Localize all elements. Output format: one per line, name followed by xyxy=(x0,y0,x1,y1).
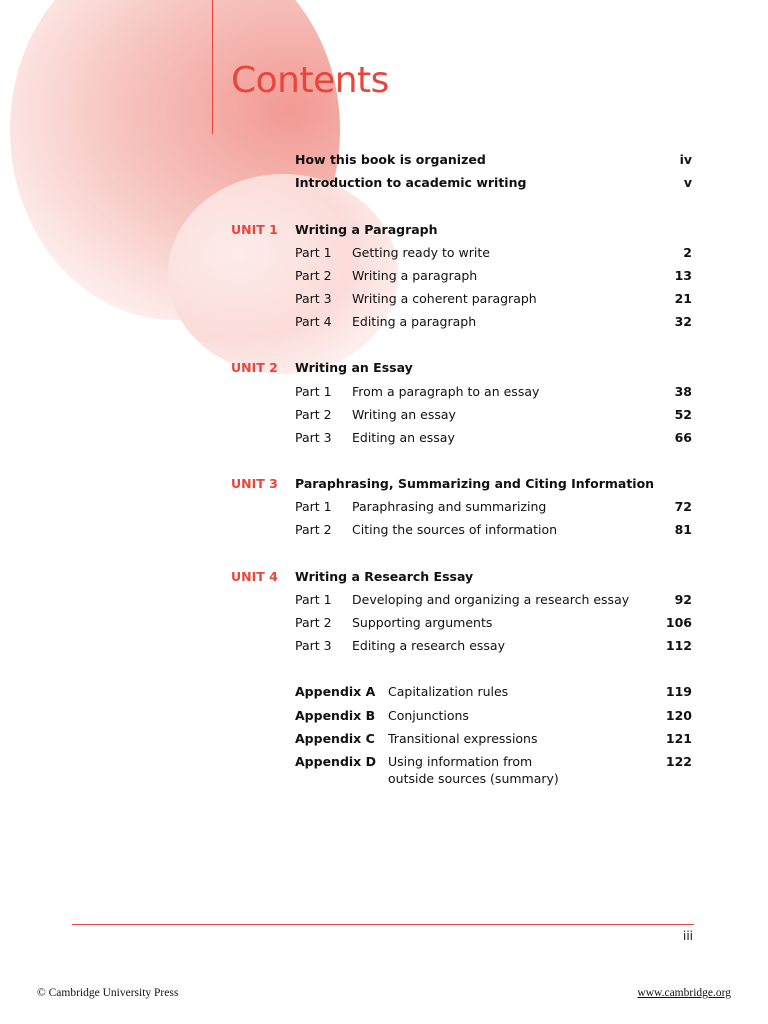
unit-label: UNIT 1 xyxy=(231,222,278,237)
unit-title[interactable]: Writing an Essay xyxy=(295,360,413,375)
part-label: Part 2 xyxy=(295,268,332,283)
appendix-title-continued[interactable]: outside sources (summary) xyxy=(388,771,559,786)
toc-page-number: 52 xyxy=(674,407,692,422)
toc-page-number: iv xyxy=(679,152,692,167)
part-label: Part 1 xyxy=(295,245,332,260)
toc-page-number: 122 xyxy=(665,754,692,769)
appendix-title[interactable]: Using information from xyxy=(388,754,533,769)
part-label: Part 1 xyxy=(295,384,332,399)
part-title[interactable]: Writing a coherent paragraph xyxy=(352,291,537,306)
toc-page-number: 66 xyxy=(674,430,692,445)
unit-label: UNIT 4 xyxy=(231,569,278,584)
part-title[interactable]: Supporting arguments xyxy=(352,615,493,630)
publisher-link[interactable]: www.cambridge.org xyxy=(637,987,731,999)
part-title[interactable]: Getting ready to write xyxy=(352,245,490,260)
toc-page-number: 2 xyxy=(683,245,692,260)
appendix-title[interactable]: Transitional expressions xyxy=(388,731,538,746)
toc-front-item[interactable]: Introduction to academic writing xyxy=(295,175,527,190)
part-label: Part 3 xyxy=(295,430,332,445)
toc-page-number: 120 xyxy=(665,708,692,723)
footer-rule xyxy=(72,924,694,925)
unit-title[interactable]: Paraphrasing, Summarizing and Citing Information xyxy=(295,476,655,491)
toc-page-number: 32 xyxy=(674,314,692,329)
part-label: Part 3 xyxy=(295,638,332,653)
page-number: iii xyxy=(682,929,693,943)
part-title[interactable]: From a paragraph to an essay xyxy=(352,384,540,399)
part-title[interactable]: Editing a research essay xyxy=(352,638,505,653)
appendix-label: Appendix C xyxy=(295,731,375,746)
toc-page-number: 38 xyxy=(674,384,692,399)
part-label: Part 4 xyxy=(295,314,332,329)
part-title[interactable]: Writing a paragraph xyxy=(352,268,478,283)
part-title[interactable]: Editing an essay xyxy=(352,430,455,445)
toc-page-number: 121 xyxy=(665,731,692,746)
toc-front-item[interactable]: How this book is organized xyxy=(295,152,486,167)
vertical-accent-line xyxy=(212,0,213,134)
part-label: Part 2 xyxy=(295,407,332,422)
part-title[interactable]: Citing the sources of information xyxy=(352,522,558,537)
appendix-label: Appendix B xyxy=(295,708,376,723)
part-label: Part 1 xyxy=(295,499,332,514)
toc-page-number: 119 xyxy=(665,684,692,699)
page-title: Contents xyxy=(231,60,389,101)
toc-page-number: 13 xyxy=(674,268,692,283)
unit-title[interactable]: Writing a Research Essay xyxy=(295,569,474,584)
part-title[interactable]: Writing an essay xyxy=(352,407,456,422)
appendix-title[interactable]: Conjunctions xyxy=(388,708,469,723)
part-label: Part 3 xyxy=(295,291,332,306)
part-title[interactable]: Developing and organizing a research essay xyxy=(352,592,630,607)
toc-page-number: 81 xyxy=(674,522,692,537)
part-title[interactable]: Paraphrasing and summarizing xyxy=(352,499,547,514)
appendix-title[interactable]: Capitalization rules xyxy=(388,684,509,699)
toc-page-number: v xyxy=(683,175,692,190)
appendix-label: Appendix D xyxy=(295,754,376,769)
copyright-notice: © Cambridge University Press xyxy=(37,987,179,999)
toc-page-number: 21 xyxy=(674,291,692,306)
unit-title[interactable]: Writing a Paragraph xyxy=(295,222,438,237)
toc-page-number: 72 xyxy=(674,499,692,514)
part-title[interactable]: Editing a paragraph xyxy=(352,314,477,329)
part-label: Part 1 xyxy=(295,592,332,607)
part-label: Part 2 xyxy=(295,522,332,537)
unit-label: UNIT 2 xyxy=(231,360,278,375)
unit-label: UNIT 3 xyxy=(231,476,278,491)
appendix-label: Appendix A xyxy=(295,684,376,699)
part-label: Part 2 xyxy=(295,615,332,630)
toc-page-number: 106 xyxy=(665,615,692,630)
toc-page-number: 112 xyxy=(665,638,692,653)
toc-page-number: 92 xyxy=(674,592,692,607)
